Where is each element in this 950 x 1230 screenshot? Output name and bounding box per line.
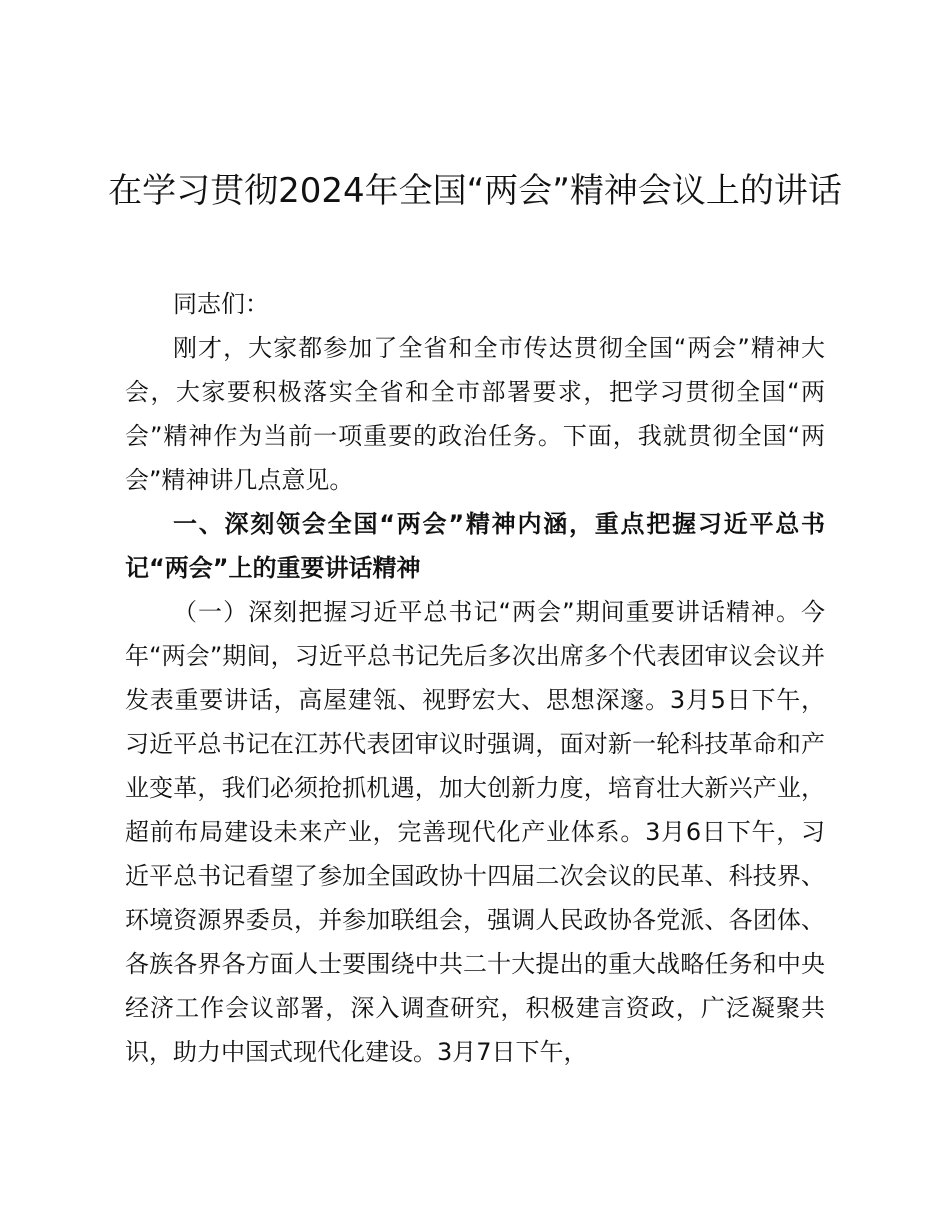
- greeting: 同志们：: [173, 290, 269, 318]
- document-body: [125, 282, 825, 1074]
- document-title: 在学习贯彻2024年全国“两会”精神会议上的讲话: [108, 171, 842, 211]
- intro-paragraph: 刚才，大家都参加了全省和全市传达贯彻全国“两会”精神大会，大家要积极落实全省和全市部署要求，把学习贯彻全国“两会”精神作为当前一项重要的政治任务。下面，我就贯彻全国“两会”精神讲几点意见。: [125, 334, 825, 494]
- section-heading: 一、深刻领会全国“两会”精神内涵，重点把握习近平总书记“两会”上的重要讲话精神: [125, 510, 825, 582]
- subsection-paragraph: （一）深刻把握习近平总书记“两会”期间重要讲话精神。今年“两会”期间，习近平总书记先后多次出席多个代表团审议会议并发表重要讲话，高屋建瓴、视野宏大、思想深邃。3月5日下午，习近平总书记在江苏代表团审议时强调，面对新一轮科技革命和产业变革，我们必须抢抓机遇，加大创新力度，培育壮大新兴产业，超前布局建设未来产业，完善现代化产业体系。3月6日下午，习近平总书记看望了参加全国政协十四届二次会议的民革、科技界、环境资源界委员，并参加联组会，强调人民政协各党派、各团体、各族各界各方面人士要围绕中共二十大提出的重大战略任务和中央经济工作会议部署，深入调查研究，积极建言资政，广泛凝聚共识，助力中国式现代化建设。3月7日下午，: [125, 598, 825, 1066]
